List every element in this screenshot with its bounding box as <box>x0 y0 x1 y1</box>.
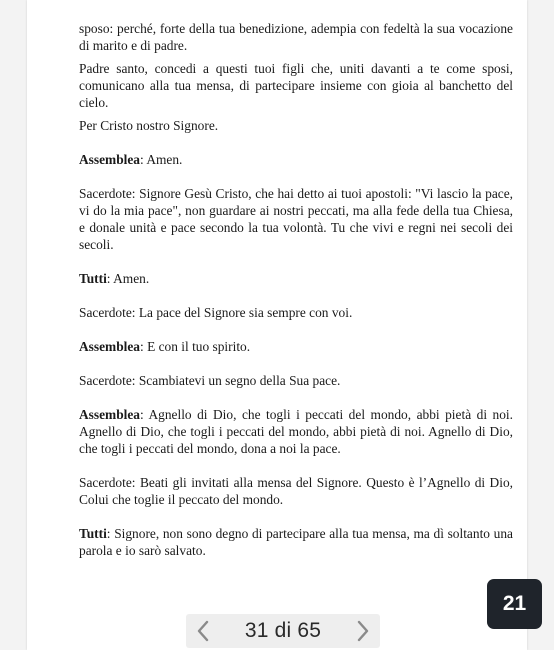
paragraph-text: : Amen. <box>106 271 150 286</box>
speaker-label: Assemblea <box>79 407 140 422</box>
paragraph-text: Sacerdote: Scambiatevi un segno della Sua pace. <box>79 373 341 388</box>
paragraph-text: Sacerdote: Signore Gesù Cristo, che hai detto ai tuoi apostoli: "Vi lascio la pace, vi do la mia pace", non guardare ai nostri peccati, ma alla fede della tua Chiesa, e donale unità e pace secondo la tua volontà. Tu che vivi e regni nei secoli dei secoli. <box>79 186 513 252</box>
paragraph-text: Sacerdote: Beati gli invitati alla mensa del Signore. Questo è l’Agnello di Dio, Colui che toglie il peccato del mondo. <box>79 475 513 507</box>
next-page-button[interactable] <box>346 614 380 648</box>
document-page <box>27 0 527 650</box>
paragraph-text: : Amen. <box>140 152 183 167</box>
paragraph <box>79 525 513 559</box>
speaker-label: Assemblea <box>79 339 140 354</box>
paragraph-text: Per Cristo nostro Signore. <box>79 118 219 133</box>
chevron-left-icon <box>195 619 211 643</box>
speaker-label: Tutti <box>79 526 107 541</box>
page-counter: 31 di 65 <box>244 619 322 642</box>
document-text <box>79 20 513 559</box>
page-navigator <box>186 614 380 648</box>
page-number-badge[interactable]: 21 <box>487 579 542 629</box>
paragraph-text: : Agnello di Dio, che togli i peccati del mondo, abbi pietà di noi. Agnello di Dio, che togli i peccati del mondo, abbi pietà di noi. Agnello di Dio, che togli i peccati del mondo, dona a noi la pace. <box>79 407 513 456</box>
paragraph <box>79 20 513 54</box>
paragraph <box>79 338 513 355</box>
paragraph-text: sposo: perché, forte della tua benedizione, adempia con fedeltà la sua vocazione di marito e di padre. <box>79 21 513 53</box>
paragraph <box>79 474 513 508</box>
paragraph <box>79 185 513 253</box>
speaker-label: Tutti <box>79 271 107 286</box>
paragraph-text: : Signore, non sono degno di partecipare alla tua mensa, ma dì soltanto una parola e io sarò salvato. <box>79 526 513 558</box>
paragraph-text: Sacerdote: La pace del Signore sia sempre con voi. <box>79 305 353 320</box>
paragraph-text: : E con il tuo spirito. <box>140 339 251 354</box>
paragraph <box>79 270 513 287</box>
speaker-label: Assemblea <box>79 152 140 167</box>
paragraph <box>79 60 513 111</box>
previous-page-button[interactable] <box>186 614 220 648</box>
paragraph <box>79 117 513 134</box>
chevron-right-icon <box>355 619 371 643</box>
paragraph-text: Padre santo, concedi a questi tuoi figli che, uniti davanti a te come sposi, comunicano alla tua mensa, di partecipare insieme con gioia al banchetto del cielo. <box>79 61 513 110</box>
paragraph <box>79 372 513 389</box>
paragraph <box>79 151 513 168</box>
paragraph <box>79 406 513 457</box>
paragraph <box>79 304 513 321</box>
